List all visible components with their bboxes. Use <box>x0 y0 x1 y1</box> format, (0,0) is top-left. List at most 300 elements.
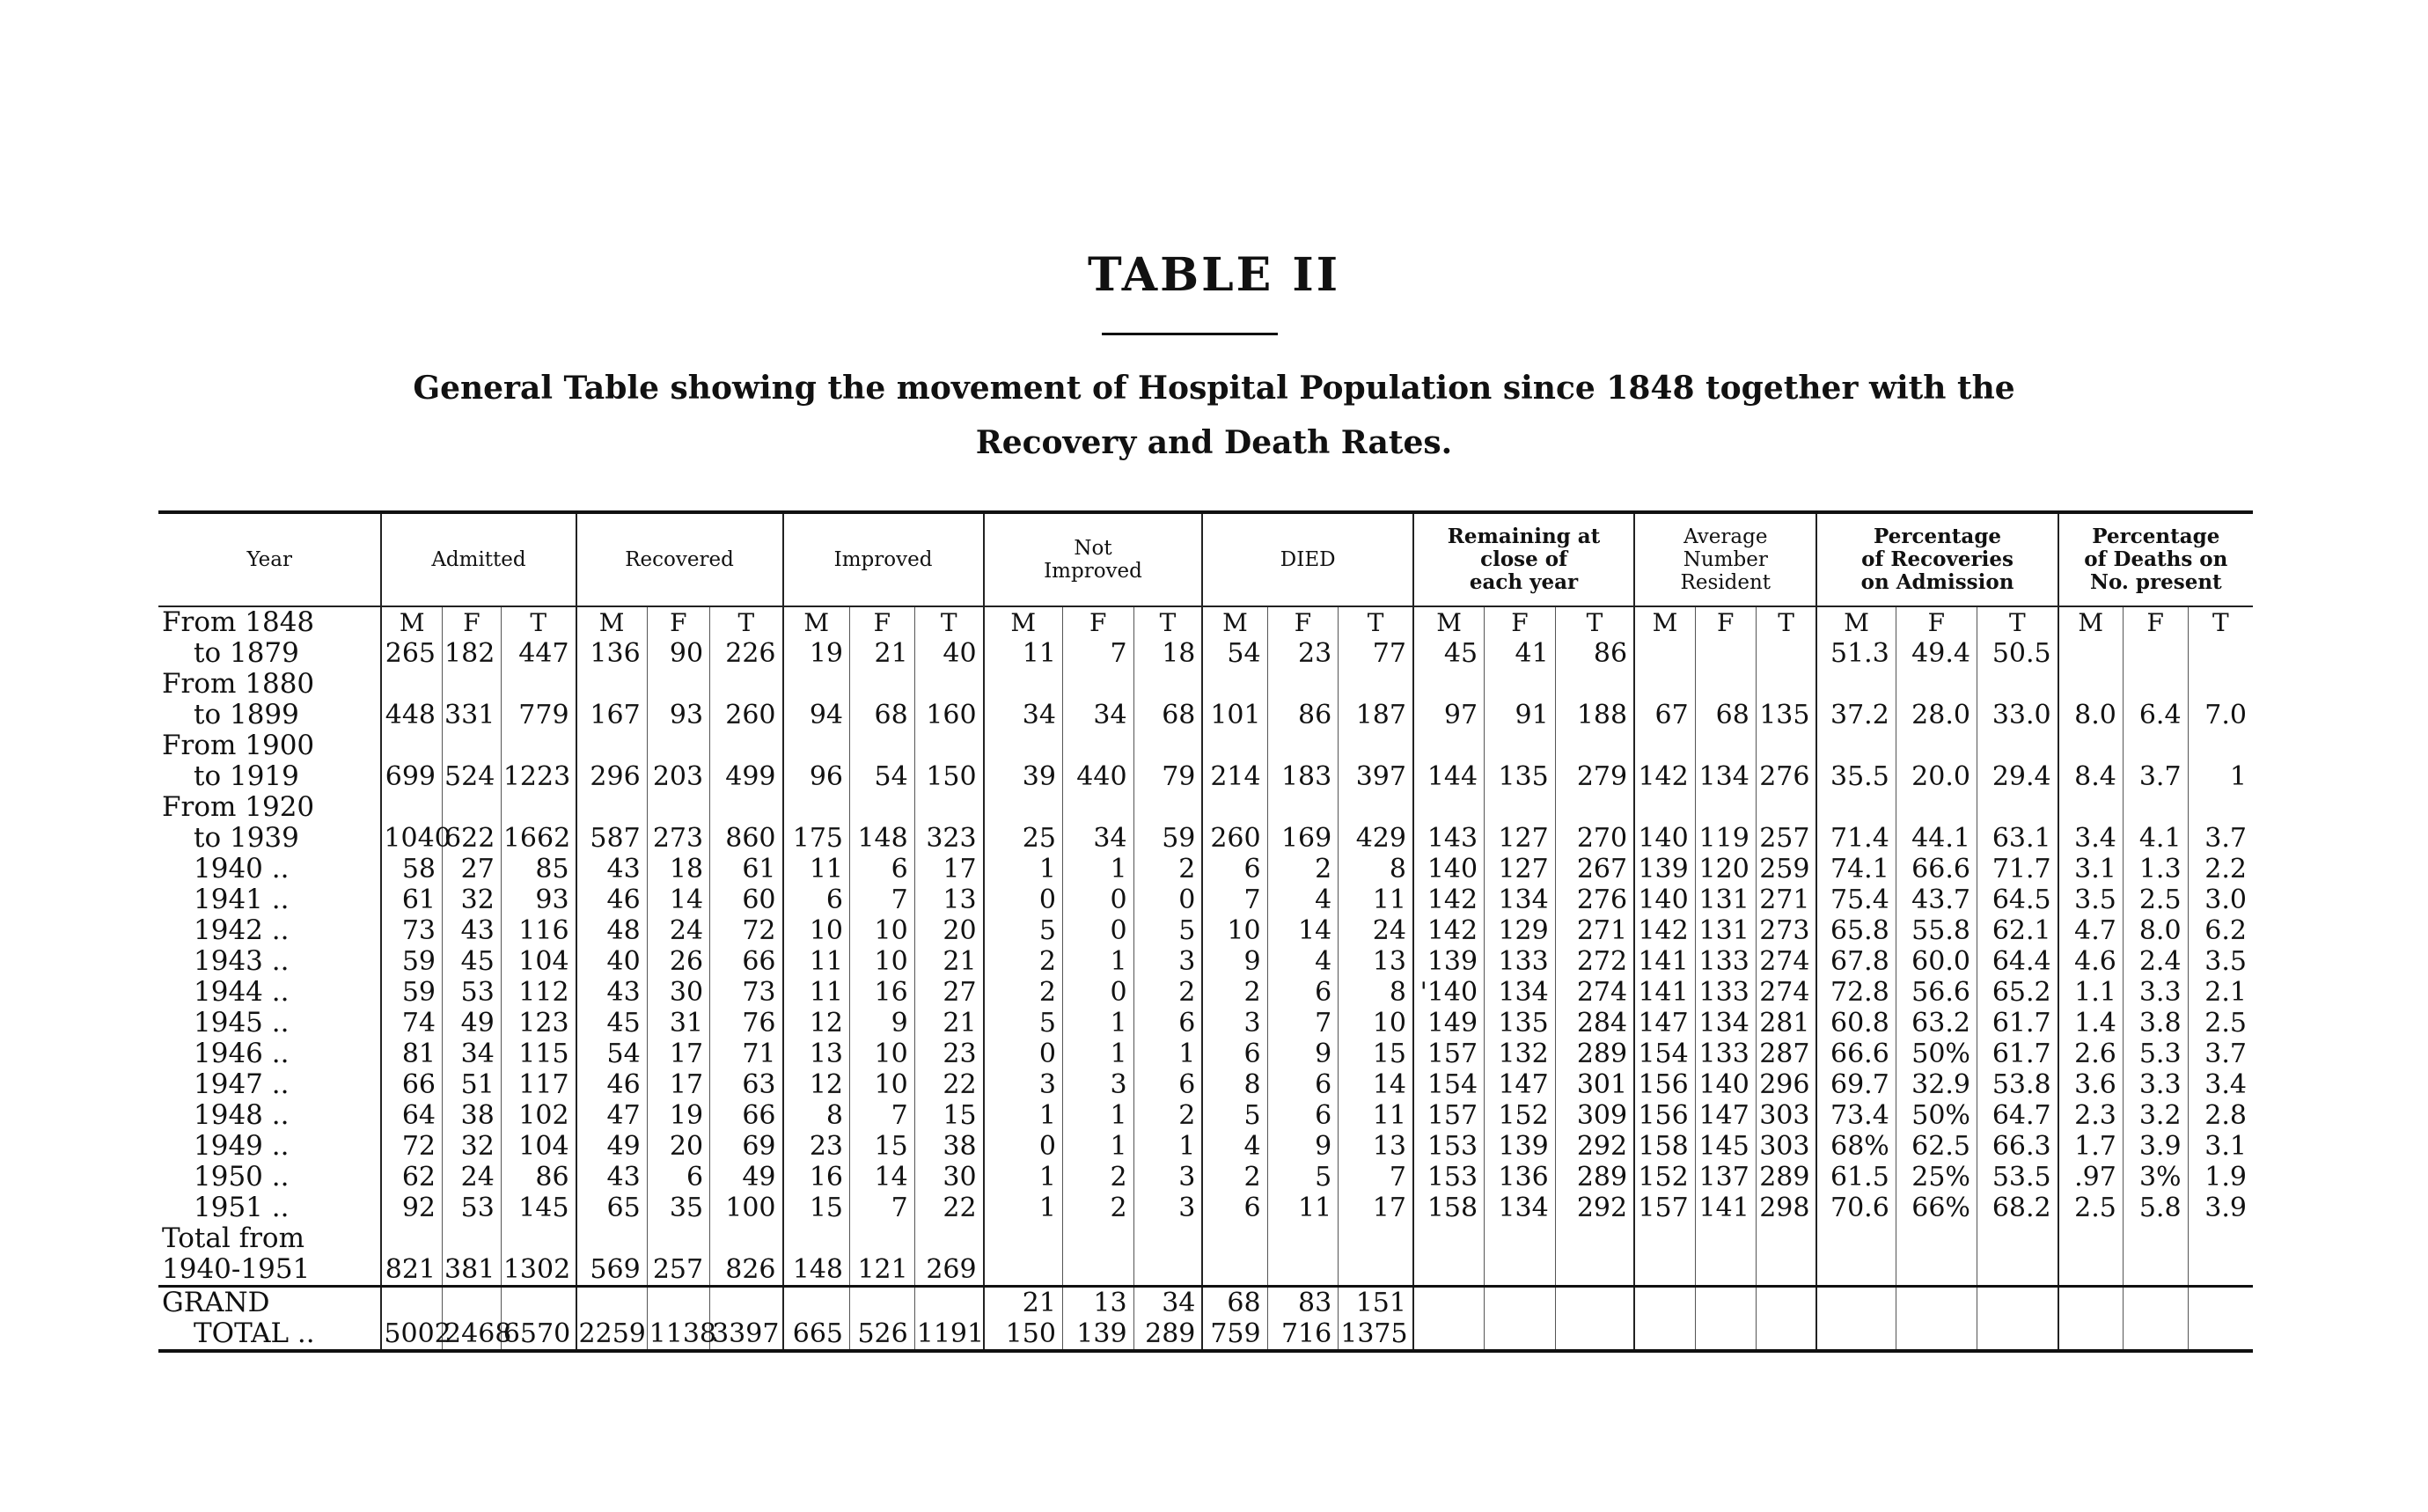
table-cell: 60 <box>710 884 783 915</box>
table-cell: 50.5 <box>1977 638 2058 669</box>
table-cell: 9 <box>1267 1039 1339 1069</box>
table-cell: 3 <box>1133 1193 1202 1223</box>
table-cell: 153 <box>1413 1131 1485 1162</box>
table-cell: 49 <box>710 1162 783 1193</box>
population-table-container <box>158 510 2253 1353</box>
table-cell: 51 <box>443 1069 502 1100</box>
row-year-label: to 1919 <box>194 760 299 792</box>
table-cell: 23 <box>914 1039 983 1069</box>
table-cell: 11 <box>1267 1193 1339 1223</box>
table-cell: 289 <box>1133 1318 1202 1351</box>
table-cell: 160 <box>914 700 983 730</box>
table-cell: 860 <box>710 823 783 854</box>
empty-cell <box>1816 792 1896 823</box>
table-cell: 158 <box>1634 1131 1695 1162</box>
table-cell: 169 <box>1267 823 1339 854</box>
total-label: 1940-1951 <box>162 1253 311 1285</box>
table-cell: 3.5 <box>2188 946 2253 977</box>
column-subheader: T <box>1133 606 1202 638</box>
table-cell: 274 <box>1555 977 1634 1008</box>
table-cell: 104 <box>501 946 576 977</box>
table-cell: 759 <box>1202 1318 1267 1351</box>
table-cell: 10 <box>850 1069 915 1100</box>
table-cell: 3.7 <box>2188 823 2253 854</box>
table-cell: 20 <box>914 915 983 946</box>
table-cell: 56.6 <box>1896 977 1977 1008</box>
table-cell: 90 <box>647 638 709 669</box>
table-cell: 142 <box>1413 884 1485 915</box>
table-cell: 3.7 <box>2123 761 2188 792</box>
table-cell: 19 <box>647 1100 709 1131</box>
table-cell: 270 <box>1555 823 1634 854</box>
column-subheader: F <box>1062 606 1133 638</box>
table-cell: 587 <box>576 823 648 854</box>
table-cell: 2468 <box>443 1318 502 1351</box>
row-year-label: 1951 .. <box>194 1192 290 1223</box>
table-cell: 17 <box>647 1069 709 1100</box>
table-cell: 51.3 <box>1816 638 1896 669</box>
table-cell: 24 <box>1339 915 1413 946</box>
column-subheader: M <box>1816 606 1896 638</box>
table-cell: 296 <box>576 761 648 792</box>
table-cell: 142 <box>1634 761 1695 792</box>
row-year-label: 1950 .. <box>194 1161 290 1193</box>
table-cell: 25 <box>984 823 1063 854</box>
table-cell: 6570 <box>501 1318 576 1351</box>
empty-cell <box>1202 1223 1267 1254</box>
table-cell <box>1695 1254 1756 1287</box>
row-year-label: to 1899 <box>194 699 299 730</box>
table-cell <box>501 1287 576 1319</box>
table-cell: 259 <box>1756 854 1816 884</box>
table-cell: 429 <box>1339 823 1413 854</box>
empty-cell <box>1267 669 1339 700</box>
table-cell: 292 <box>1555 1131 1634 1162</box>
table-cell: 2259 <box>576 1318 648 1351</box>
table-row <box>158 946 2253 977</box>
table-cell: 30 <box>914 1162 983 1193</box>
table-cell <box>1756 1287 1816 1319</box>
table-cell: 8 <box>1339 854 1413 884</box>
table-cell <box>381 1287 442 1319</box>
table-row <box>158 1100 2253 1131</box>
table-cell: 7 <box>1267 1008 1339 1039</box>
table-cell: 4.7 <box>2058 915 2124 946</box>
column-subheader: M <box>2058 606 2124 638</box>
row-year-label: 1947 .. <box>194 1068 290 1100</box>
empty-cell <box>1413 792 1485 823</box>
table-cell: 144 <box>1413 761 1485 792</box>
empty-cell <box>576 1223 648 1254</box>
row-year-label: 1943 .. <box>194 945 290 977</box>
table-cell: 121 <box>850 1254 915 1287</box>
column-subheader: T <box>1555 606 1634 638</box>
table-cell: 10 <box>850 946 915 977</box>
table-cell: 154 <box>1634 1039 1695 1069</box>
row-year-label: 1941 .. <box>194 884 290 915</box>
table-cell: 526 <box>850 1318 915 1351</box>
table-cell: 29.4 <box>1977 761 2058 792</box>
table-cell: 43 <box>576 977 648 1008</box>
table-cell: 157 <box>1413 1100 1485 1131</box>
empty-cell <box>1062 730 1133 761</box>
table-cell <box>1485 1318 1556 1351</box>
table-cell: 73.4 <box>1816 1100 1896 1131</box>
table-cell: 5.3 <box>2123 1039 2188 1069</box>
empty-cell <box>2123 792 2188 823</box>
empty-cell <box>501 669 576 700</box>
column-subheader: T <box>2188 606 2253 638</box>
table-row <box>158 1069 2253 1100</box>
table-row <box>158 884 2253 915</box>
table-cell <box>984 1254 1063 1287</box>
row-year-label: 1940 .. <box>194 853 290 884</box>
table-cell: 524 <box>443 761 502 792</box>
table-cell: 7 <box>850 884 915 915</box>
grand-total-label: TOTAL .. <box>158 1318 381 1351</box>
table-cell: 1 <box>984 1193 1063 1223</box>
table-cell: 5 <box>1202 1100 1267 1131</box>
table-cell: 50% <box>1896 1100 1977 1131</box>
empty-cell <box>783 792 850 823</box>
empty-cell <box>710 1223 783 1254</box>
empty-cell <box>1896 730 1977 761</box>
empty-cell <box>647 669 709 700</box>
table-cell: 97 <box>1413 700 1485 730</box>
table-cell: 779 <box>501 700 576 730</box>
table-cell: 2 <box>984 946 1063 977</box>
table-cell: 54 <box>850 761 915 792</box>
table-cell <box>914 1287 983 1319</box>
table-cell: 25% <box>1896 1162 1977 1193</box>
column-subheader: F <box>647 606 709 638</box>
empty-cell <box>984 669 1063 700</box>
table-cell: 2.8 <box>2188 1100 2253 1131</box>
table-cell: 66 <box>381 1069 442 1100</box>
table-cell: 260 <box>1202 823 1267 854</box>
column-subheader: M <box>1413 606 1485 638</box>
empty-cell <box>1695 792 1756 823</box>
table-cell: 139 <box>1485 1131 1556 1162</box>
table-cell: 102 <box>501 1100 576 1131</box>
table-cell: 1.4 <box>2058 1008 2124 1039</box>
empty-cell <box>1062 1223 1133 1254</box>
table-cell: 120 <box>1695 854 1756 884</box>
table-cell: 287 <box>1756 1039 1816 1069</box>
table-cell: 8.0 <box>2058 700 2124 730</box>
table-cell: 15 <box>783 1193 850 1223</box>
table-cell: 22 <box>914 1193 983 1223</box>
empty-cell <box>984 1223 1063 1254</box>
table-cell: 3.8 <box>2123 1008 2188 1039</box>
table-cell: 14 <box>1339 1069 1413 1100</box>
empty-cell <box>1634 792 1695 823</box>
empty-cell <box>1413 730 1485 761</box>
empty-cell <box>501 730 576 761</box>
table-cell: 4 <box>1267 884 1339 915</box>
table-cell: 622 <box>443 823 502 854</box>
table-row <box>158 1131 2253 1162</box>
row-year-label: 1948 .. <box>194 1099 290 1131</box>
table-cell: 69.7 <box>1816 1069 1896 1100</box>
total-row <box>158 1254 2253 1287</box>
table-cell: 8.0 <box>2123 915 2188 946</box>
table-cell: 5 <box>984 1008 1063 1039</box>
table-cell: 39 <box>984 761 1063 792</box>
empty-cell <box>443 792 502 823</box>
table-cell: 10 <box>850 1039 915 1069</box>
table-cell: 71 <box>710 1039 783 1069</box>
table-cell: 156 <box>1634 1069 1695 1100</box>
table-cell: 6 <box>783 884 850 915</box>
table-cell: 142 <box>1413 915 1485 946</box>
table-row <box>158 1193 2253 1223</box>
table-cell: 53.8 <box>1977 1069 2058 1100</box>
table-cell: 6 <box>1267 977 1339 1008</box>
table-cell: 6 <box>1267 1069 1339 1100</box>
table-cell: 49 <box>443 1008 502 1039</box>
table-cell: 2.4 <box>2123 946 2188 977</box>
empty-cell <box>2188 792 2253 823</box>
table-cell <box>2058 1254 2124 1287</box>
table-cell <box>576 1287 648 1319</box>
empty-cell <box>1896 669 1977 700</box>
table-cell: 5.8 <box>2123 1193 2188 1223</box>
table-cell: 7 <box>850 1100 915 1131</box>
table-cell: 214 <box>1202 761 1267 792</box>
table-cell: 45 <box>443 946 502 977</box>
table-cell: 43.7 <box>1896 884 1977 915</box>
table-cell: 10 <box>783 915 850 946</box>
empty-cell <box>1756 730 1816 761</box>
table-cell: 1302 <box>501 1254 576 1287</box>
table-cell: 44.1 <box>1896 823 1977 854</box>
empty-cell <box>1485 730 1556 761</box>
empty-cell <box>1977 669 2058 700</box>
table-cell: 140 <box>1634 884 1695 915</box>
empty-cell <box>2058 792 2124 823</box>
table-cell: 62.1 <box>1977 915 2058 946</box>
table-cell: 74 <box>381 1008 442 1039</box>
table-cell <box>1756 638 1816 669</box>
table-cell: 3.6 <box>2058 1069 2124 1100</box>
table-cell: 296 <box>1756 1069 1816 1100</box>
table-cell: 60.8 <box>1816 1008 1896 1039</box>
table-cell: 11 <box>984 638 1063 669</box>
table-cell: 1040 <box>381 823 442 854</box>
table-cell: 3.9 <box>2123 1131 2188 1162</box>
table-cell <box>1816 1318 1896 1351</box>
table-cell: 64.5 <box>1977 884 2058 915</box>
table-cell: 1223 <box>501 761 576 792</box>
empty-cell <box>2058 730 2124 761</box>
empty-cell <box>1267 792 1339 823</box>
table-cell: 145 <box>1695 1131 1756 1162</box>
table-cell <box>2188 1254 2253 1287</box>
table-cell: 0 <box>1062 915 1133 946</box>
empty-cell <box>1977 792 2058 823</box>
empty-cell <box>710 792 783 823</box>
table-cell: 13 <box>914 884 983 915</box>
table-cell: 135 <box>1756 700 1816 730</box>
table-cell: 1375 <box>1339 1318 1413 1351</box>
table-cell: 4.1 <box>2123 823 2188 854</box>
grand-total-row <box>158 1287 2253 1319</box>
table-cell: 136 <box>576 638 648 669</box>
table-cell: 7 <box>1339 1162 1413 1193</box>
table-cell: 2 <box>1062 1193 1133 1223</box>
table-cell <box>2188 638 2253 669</box>
table-cell: 3 <box>984 1069 1063 1100</box>
table-cell: 17 <box>647 1039 709 1069</box>
table-cell <box>1555 1318 1634 1351</box>
table-cell: 2 <box>1133 977 1202 1008</box>
table-cell: 49.4 <box>1896 638 1977 669</box>
table-cell: 65.8 <box>1816 915 1896 946</box>
table-cell: 127 <box>1485 823 1556 854</box>
table-cell: 2 <box>1062 1162 1133 1193</box>
table-cell: 30 <box>647 977 709 1008</box>
table-cell: 17 <box>1339 1193 1413 1223</box>
table-cell: 32 <box>443 884 502 915</box>
empty-cell <box>443 669 502 700</box>
table-cell: 131 <box>1695 915 1756 946</box>
table-cell: 22 <box>914 1069 983 1100</box>
table-cell: 267 <box>1555 854 1634 884</box>
table-cell <box>1695 1287 1756 1319</box>
table-cell <box>1413 1254 1485 1287</box>
table-cell: 21 <box>914 946 983 977</box>
table-cell: 17 <box>914 854 983 884</box>
table-cell: 11 <box>1339 884 1413 915</box>
table-cell: 140 <box>1695 1069 1756 1100</box>
table-cell: 2.6 <box>2058 1039 2124 1069</box>
empty-cell <box>647 730 709 761</box>
empty-cell <box>1634 669 1695 700</box>
table-cell: 41 <box>1485 638 1556 669</box>
table-cell: 58 <box>381 854 442 884</box>
table-cell: 77 <box>1339 638 1413 669</box>
table-cell: 59 <box>381 977 442 1008</box>
table-cell: 273 <box>647 823 709 854</box>
table-cell: 289 <box>1555 1039 1634 1069</box>
table-cell: 73 <box>710 977 783 1008</box>
table-cell: 260 <box>710 700 783 730</box>
table-cell: 12 <box>783 1069 850 1100</box>
table-cell: 2.5 <box>2058 1193 2124 1223</box>
table-cell: 14 <box>1267 915 1339 946</box>
table-cell: 104 <box>501 1131 576 1162</box>
table-cell: 167 <box>576 700 648 730</box>
table-cell: 13 <box>1339 1131 1413 1162</box>
table-cell: 13 <box>783 1039 850 1069</box>
empty-cell <box>914 1223 983 1254</box>
table-cell: 28.0 <box>1896 700 1977 730</box>
table-cell <box>2123 638 2188 669</box>
empty-cell <box>1267 1223 1339 1254</box>
table-cell: 86 <box>1555 638 1634 669</box>
table-cell: 157 <box>1634 1193 1695 1223</box>
table-cell: 139 <box>1634 854 1695 884</box>
empty-cell <box>1339 792 1413 823</box>
table-cell: 1 <box>1133 1131 1202 1162</box>
table-cell: 91 <box>1485 700 1556 730</box>
table-cell: 226 <box>710 638 783 669</box>
table-cell: 2.1 <box>2188 977 2253 1008</box>
empty-cell <box>2058 669 2124 700</box>
empty-cell <box>1062 669 1133 700</box>
table-cell: 323 <box>914 823 983 854</box>
table-cell <box>1339 1254 1413 1287</box>
table-cell: 46 <box>576 1069 648 1100</box>
header-improved: Improved <box>783 512 984 606</box>
table-cell: 23 <box>1267 638 1339 669</box>
table-cell: 24 <box>443 1162 502 1193</box>
table-cell: 6 <box>850 854 915 884</box>
table-cell: 276 <box>1756 761 1816 792</box>
table-cell: 1.7 <box>2058 1131 2124 1162</box>
table-cell: 35 <box>647 1193 709 1223</box>
table-cell <box>1555 1287 1634 1319</box>
grand-total-row <box>158 1318 2253 1351</box>
table-cell <box>1634 638 1695 669</box>
table-cell: 279 <box>1555 761 1634 792</box>
table-cell: 309 <box>1555 1100 1634 1131</box>
table-cell: 0 <box>984 1039 1063 1069</box>
table-cell: 147 <box>1695 1100 1756 1131</box>
table-cell: 826 <box>710 1254 783 1287</box>
empty-cell <box>2123 730 2188 761</box>
table-cell: 100 <box>710 1193 783 1223</box>
column-subheader: M <box>1202 606 1267 638</box>
row-year-label: 1945 .. <box>194 1007 290 1039</box>
table-cell: .97 <box>2058 1162 2124 1193</box>
table-cell: 2.5 <box>2188 1008 2253 1039</box>
table-cell: 6 <box>1202 1039 1267 1069</box>
table-cell: 7 <box>850 1193 915 1223</box>
table-cell: 5002 <box>381 1318 442 1351</box>
column-subheader: T <box>1977 606 2058 638</box>
table-cell: 43 <box>576 854 648 884</box>
table-cell: 11 <box>783 854 850 884</box>
empty-cell <box>1816 1223 1896 1254</box>
table-cell: 3.9 <box>2188 1193 2253 1223</box>
table-cell: 123 <box>501 1008 576 1039</box>
table-row <box>158 638 2253 669</box>
empty-cell <box>1896 1223 1977 1254</box>
table-cell: 116 <box>501 915 576 946</box>
table-cell <box>1695 638 1756 669</box>
empty-cell <box>783 730 850 761</box>
table-cell: 37.2 <box>1816 700 1896 730</box>
table-cell: 132 <box>1485 1039 1556 1069</box>
table-cell: 64.4 <box>1977 946 2058 977</box>
table-cell: 40 <box>914 638 983 669</box>
table-cell: 148 <box>850 823 915 854</box>
table-cell: 139 <box>1413 946 1485 977</box>
table-cell: 281 <box>1756 1008 1816 1039</box>
column-subheader: T <box>501 606 576 638</box>
table-cell: 3 <box>1133 1162 1202 1193</box>
table-cell: 1191 <box>914 1318 983 1351</box>
table-cell: 175 <box>783 823 850 854</box>
table-cell: 38 <box>443 1100 502 1131</box>
empty-cell <box>443 730 502 761</box>
header-admitted: Admitted <box>381 512 576 606</box>
table-cell <box>1634 1318 1695 1351</box>
table-cell: 1 <box>1133 1039 1202 1069</box>
row-year-label: to 1879 <box>194 637 299 669</box>
